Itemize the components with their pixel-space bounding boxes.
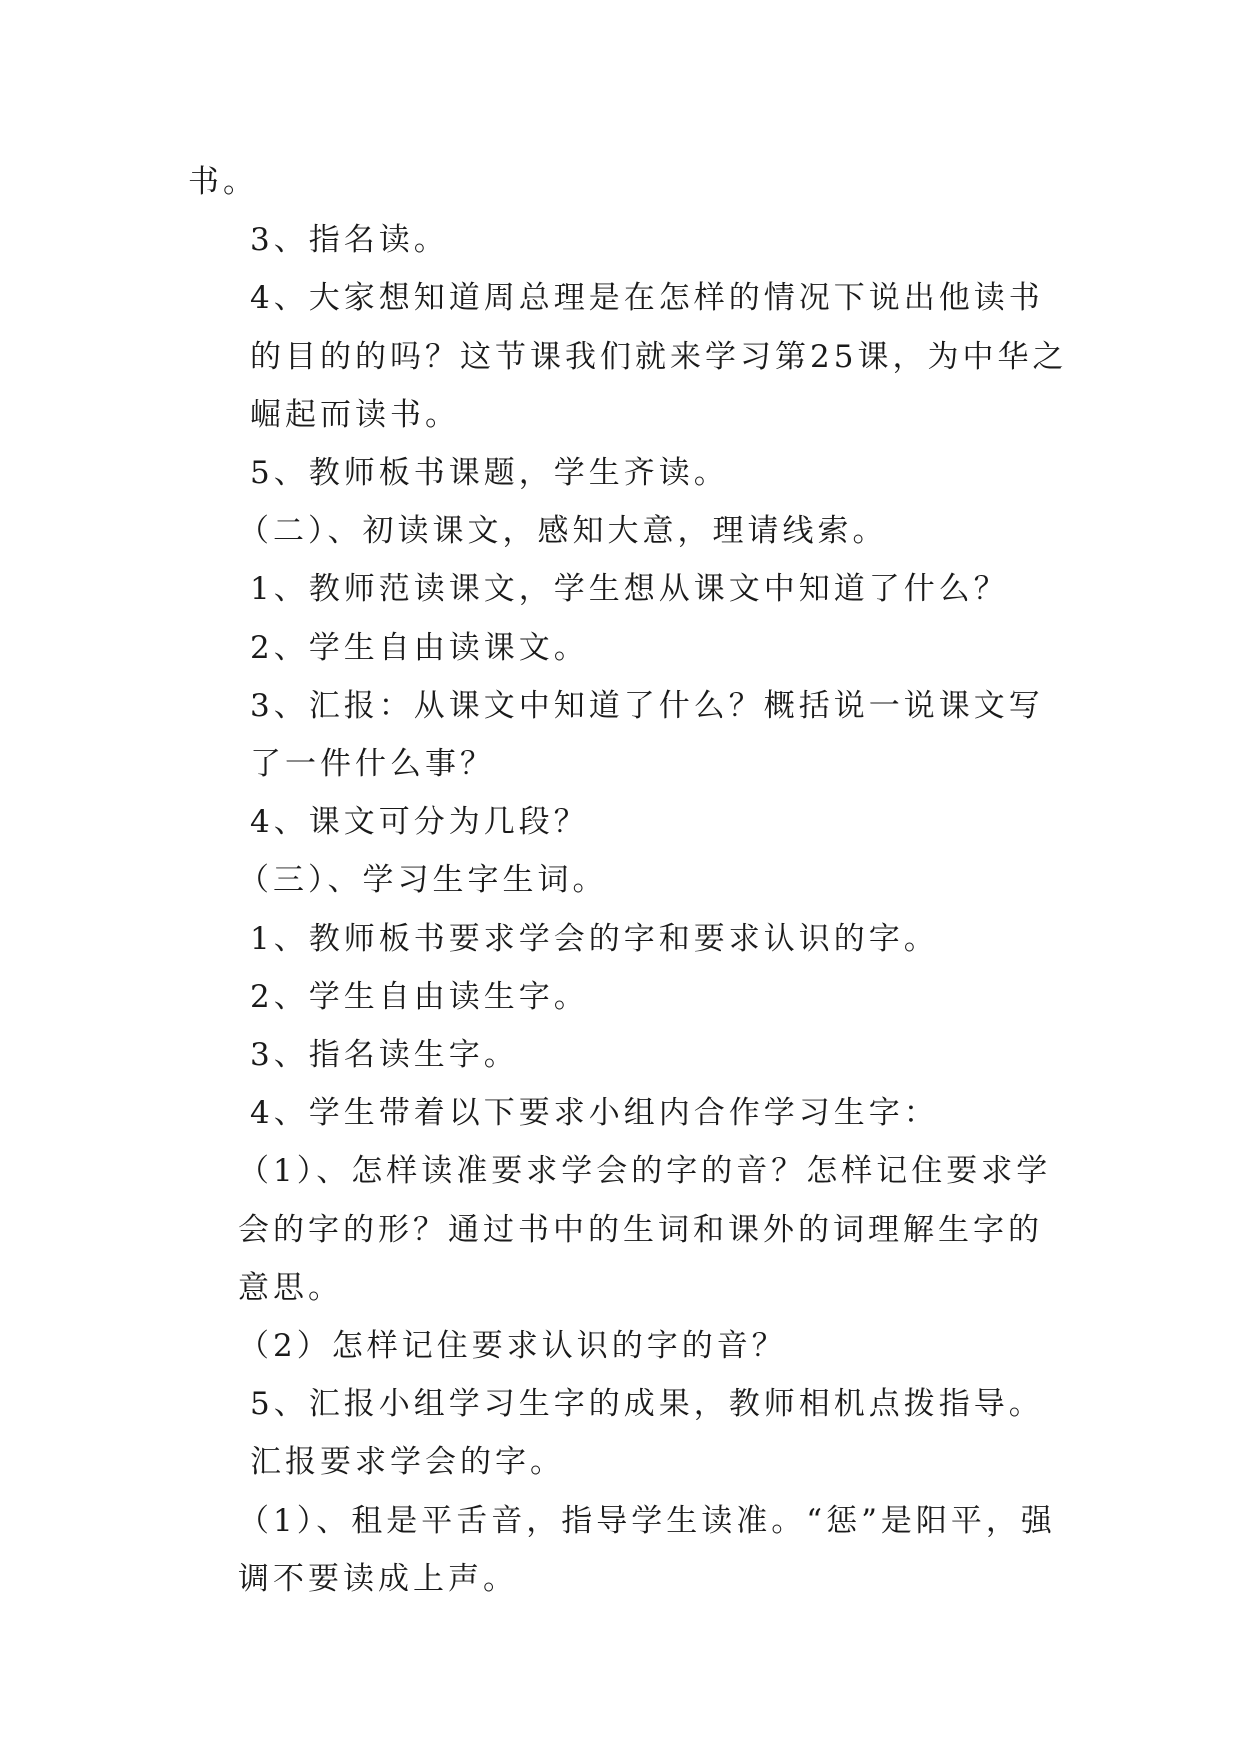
- paragraph-7: 2、学生自由读课文。: [250, 629, 589, 666]
- paragraph-8: 3、汇报：从课文中知道了什么？概括说一说课文写了一件什么事？: [250, 687, 1044, 783]
- paragraph-12: 2、学生自由读生字。: [250, 978, 589, 1015]
- paragraph-17: 5、汇报小组学习生字的成果，教师相机点拨指导。: [250, 1386, 1044, 1423]
- paragraph-4: 5、教师板书课题，学生齐读。: [250, 455, 729, 492]
- paragraph-18: 汇报要求学会的字。: [250, 1444, 565, 1481]
- paragraph-2: 3、指名读。: [250, 222, 449, 259]
- paragraph-19: （1）、租是平舌音，指导学生读准。“惩”是阳平，强调不要读成上声。: [238, 1502, 1056, 1597]
- paragraph-16: （2）怎样记住要求认识的字的音？: [238, 1328, 787, 1365]
- paragraph-14: 4、学生带着以下要求小组内合作学习生字：: [250, 1095, 939, 1132]
- paragraph-11: 1、教师板书要求学会的字和要求认识的字。: [250, 920, 939, 957]
- section-heading-2: （二）、初读课文，感知大意，理请线索。: [238, 513, 888, 550]
- paragraph-15: （1）、怎样读准要求学会的字的音？怎样记住要求学会的字的形？通过书中的生词和课外的词理解生字的意思。: [238, 1153, 1052, 1306]
- paragraph-1: 书。: [188, 164, 258, 200]
- paragraph-9: 4、课文可分为几段？: [250, 804, 589, 841]
- paragraph-6: 1、教师范读课文，学生想从课文中知道了什么？: [250, 571, 1009, 608]
- section-heading-3: （三）、学习生字生词。: [238, 862, 608, 899]
- paragraph-13: 3、指名读生字。: [250, 1037, 519, 1074]
- document-body: [188, 153, 1068, 1608]
- paragraph-3: 4、大家想知道周总理是在怎样的情况下说出他读书的目的的吗？这节课我们就来学习第25课，为中华之崛起而读书。: [250, 280, 1068, 433]
